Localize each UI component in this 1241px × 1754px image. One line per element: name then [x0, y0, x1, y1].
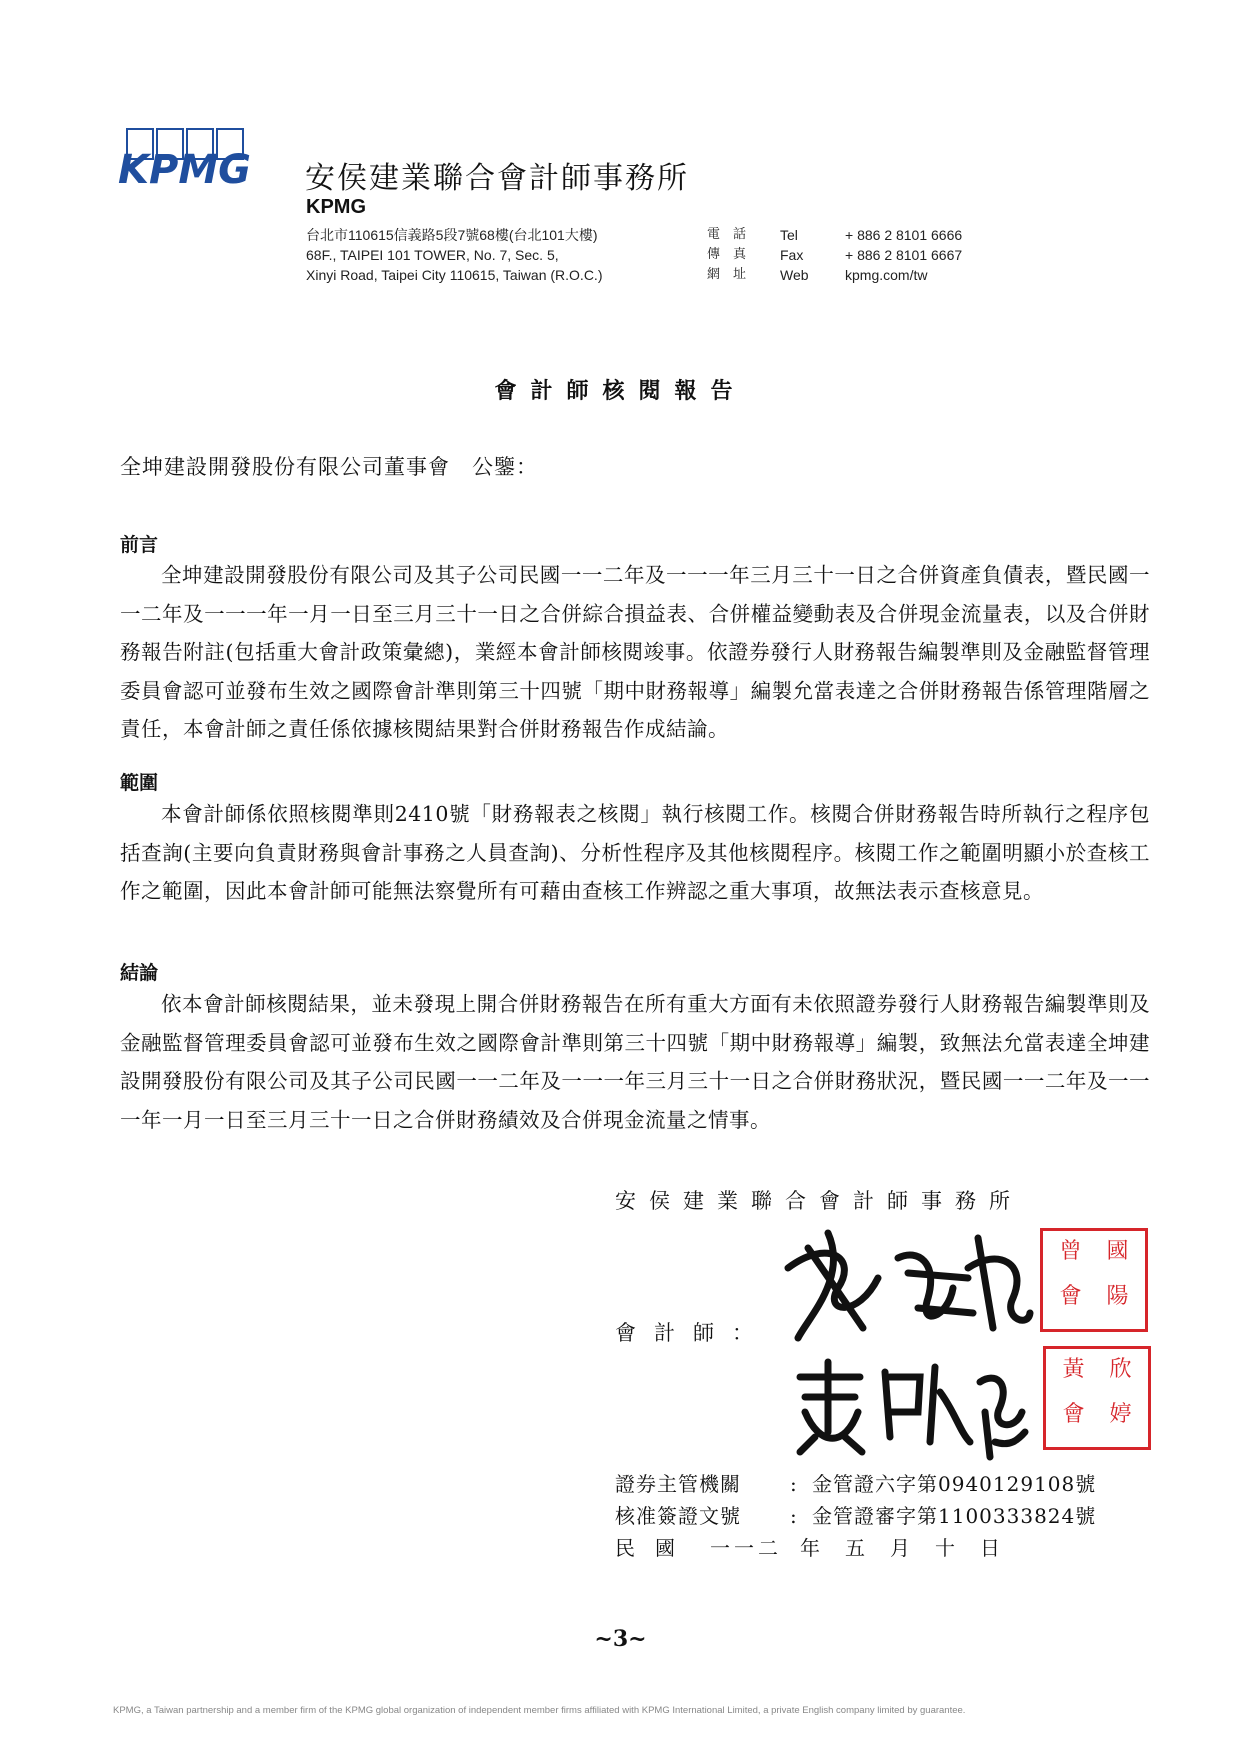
contact-label-en: Tel: [780, 227, 798, 243]
contact-labels-en: [780, 225, 809, 285]
contact-label-cn: 網 址: [707, 267, 747, 282]
contact-label-cn: 傳 真: [707, 247, 747, 262]
doc-label: 核准簽證文號: [615, 1504, 741, 1528]
address-line: Xinyi Road, Taipei City 110615, Taiwan (R.O.C.): [306, 267, 603, 283]
doc-value: 金管證審字第1100333824號: [812, 1504, 1097, 1528]
seal-2: 黃 欣 會 婷: [1043, 1346, 1151, 1450]
contact-label-cn: 電 話: [707, 227, 747, 242]
section-heading-scope: 範圍: [120, 772, 159, 794]
date-part: 日: [980, 1536, 1001, 1560]
addressee: 全坤建設開發股份有限公司董事會 公鑒：: [120, 455, 538, 479]
approval-block: 證券主管機關 : 金管證六字第0940129108號 核准簽證文號 : 金管證審字第1100333824號: [615, 1468, 1096, 1532]
signature-2: [790, 1352, 1030, 1462]
signature-1: [768, 1218, 1038, 1348]
report-title: 會計師核閱報告: [494, 379, 747, 404]
date-part: 國: [655, 1536, 676, 1560]
fax-value: + 886 2 8101 6667: [845, 247, 963, 263]
section-text-preface: 全坤建設開發股份有限公司及其子公司民國一一二年及一一一年三月三十一日之合併資產負債表，暨民國一一二年及一一一年一月一日至三月三十一日之合併綜合損益表、合併權益變動表及合併現金流量表，以及合併財務報告附註(包括重大會計政策彙總)，業經本會計師核閱竣事。依證券發行人財務報告編製準則及金融監督管理委員會認可並發布生效之國際會計準則第三十四號「期中財務報導」編製允當表達之合併財務報告係管理階層之責任，本會計師之責任係依據核閱結果對合併財務報告作成結論。: [120, 563, 1150, 741]
authority-value: 金管證六字第0940129108號: [812, 1472, 1097, 1496]
section-text-conclusion: 依本會計師核閱結果，並未發現上開合併財務報告在所有重大方面有未依照證券發行人財務報告編製準則及金融監督管理委員會認可並發布生效之國際會計準則第三十四號「期中財務報導」編製，致無法允當表達全坤建設開發股份有限公司及其子公司民國一一二年及一一一年三月三十一日之合併財務狀況，暨民國一一二年及一一一年一月一日至三月三十一日之合併財務績效及合併現金流量之情事。: [120, 992, 1150, 1132]
contact-labels-cn: [707, 225, 746, 285]
web-value: kpmg.com/tw: [845, 267, 928, 283]
section-heading-preface: 前言: [120, 534, 159, 556]
contact-values: [845, 225, 962, 285]
signing-firm: 安侯建業聯合會計師事務所: [615, 1189, 1023, 1213]
date-part: 一一二: [710, 1536, 782, 1560]
date-part: 民: [615, 1536, 636, 1560]
date-part: 月: [890, 1536, 911, 1560]
date-part: 年: [800, 1536, 821, 1560]
page-number: ~3~: [594, 1626, 647, 1652]
contact-label-en: Fax: [780, 247, 804, 263]
date-part: 五: [845, 1536, 866, 1560]
tel-value: + 886 2 8101 6666: [845, 227, 963, 243]
firm-name-cn: 安侯建業聯合會計師事務所: [305, 161, 689, 196]
firm-name-en: KPMG: [306, 196, 366, 218]
authority-label: 證券主管機關: [615, 1472, 741, 1496]
cpa-label: 會計師：: [615, 1321, 771, 1345]
address-line: 台北市110615信義路5段7號68樓(台北101大樓): [306, 227, 598, 243]
firm-address: [306, 225, 602, 285]
section-heading-conclusion: 結論: [120, 962, 159, 984]
date-part: 十: [935, 1536, 956, 1560]
address-line: 68F., TAIPEI 101 TOWER, No. 7, Sec. 5,: [306, 247, 559, 263]
logo-text: KPMG: [118, 147, 251, 193]
section-text-scope: 本會計師係依照核閱準則2410號「財務報表之核閱」執行核閱工作。核閱合併財務報告時所執行之程序包括查詢(主要向負責財務與會計事務之人員查詢)、分析性程序及其他核閱程序。核閱工作之範圍明顯小於查核工作之範圍，因此本會計師可能無法察覺所有可藉由查核工作辨認之重大事項，故無法表示查核意見。: [120, 802, 1150, 903]
report-date: [615, 1532, 1010, 1561]
legal-footer: KPMG, a Taiwan partnership and a member firm of the KPMG global organization of independent member firms affiliated with KPMG International Limited, a private English company limited by guarantee.: [113, 1705, 966, 1716]
seal-1: 曾 國 會 陽: [1040, 1228, 1148, 1332]
contact-label-en: Web: [780, 267, 809, 283]
kpmg-logo: [118, 128, 258, 192]
